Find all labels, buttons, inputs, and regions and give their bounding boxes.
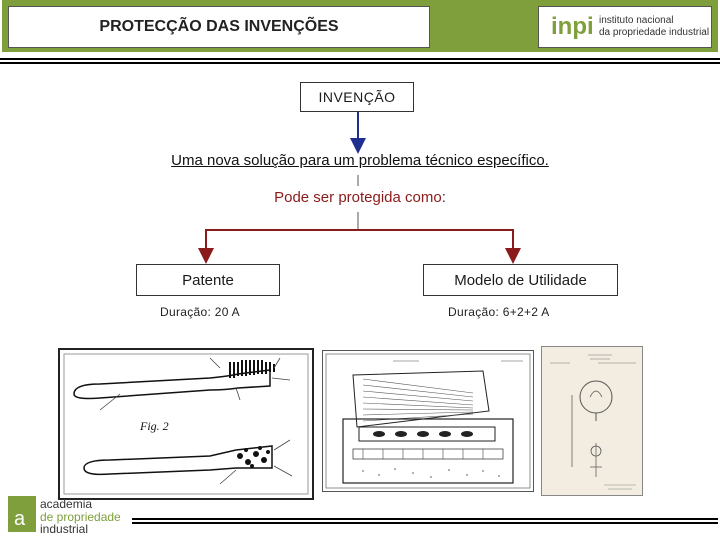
invention-node: INVENÇÃO	[300, 82, 414, 112]
protection-label	[150, 189, 570, 206]
patent-drawing-apparatus	[322, 350, 534, 492]
branch-left-arrow	[206, 230, 358, 256]
inpi-logo-line-2: da propriedade industrial	[599, 27, 710, 38]
patent-drawing-lamp	[541, 346, 643, 496]
academia-logo-line-1: academia	[40, 497, 93, 511]
patent-drawing-toothbrush	[58, 348, 314, 500]
footer-rule	[132, 522, 718, 524]
patente-node: Patente	[136, 264, 280, 296]
patente-duration: Duração: 20 A	[160, 305, 240, 319]
academia-logo-line-2: de propriedade	[40, 510, 121, 524]
drawing-caption: Fig. 2	[140, 419, 169, 433]
page-title: PROTECÇÃO DAS INVENÇÕES	[8, 6, 430, 48]
academia-logo	[4, 492, 134, 538]
inpi-logo-line-1: instituto nacional	[599, 15, 674, 26]
modelo-utilidade-duration: Duração: 6+2+2 A	[448, 305, 550, 319]
academia-logo-mark	[8, 496, 36, 532]
toothbrush-drawing-icon	[60, 350, 312, 498]
protection-label-colon: :	[441, 189, 446, 206]
modelo-utilidade-node: Modelo de Utilidade	[423, 264, 618, 296]
academia-logo-line-3: industrial	[40, 522, 89, 536]
apparatus-drawing-icon	[323, 351, 533, 491]
footer-rule	[132, 518, 718, 520]
invention-definition: Uma nova solução para um problema técnico específico.	[171, 152, 549, 169]
academia-logo-letter: a	[14, 508, 26, 530]
lamp-drawing-icon	[542, 347, 642, 495]
branch-right-arrow	[358, 230, 513, 256]
inpi-logo-mark-text: inpi	[551, 13, 594, 40]
protection-label-text: Pode ser protegida como	[274, 189, 442, 206]
